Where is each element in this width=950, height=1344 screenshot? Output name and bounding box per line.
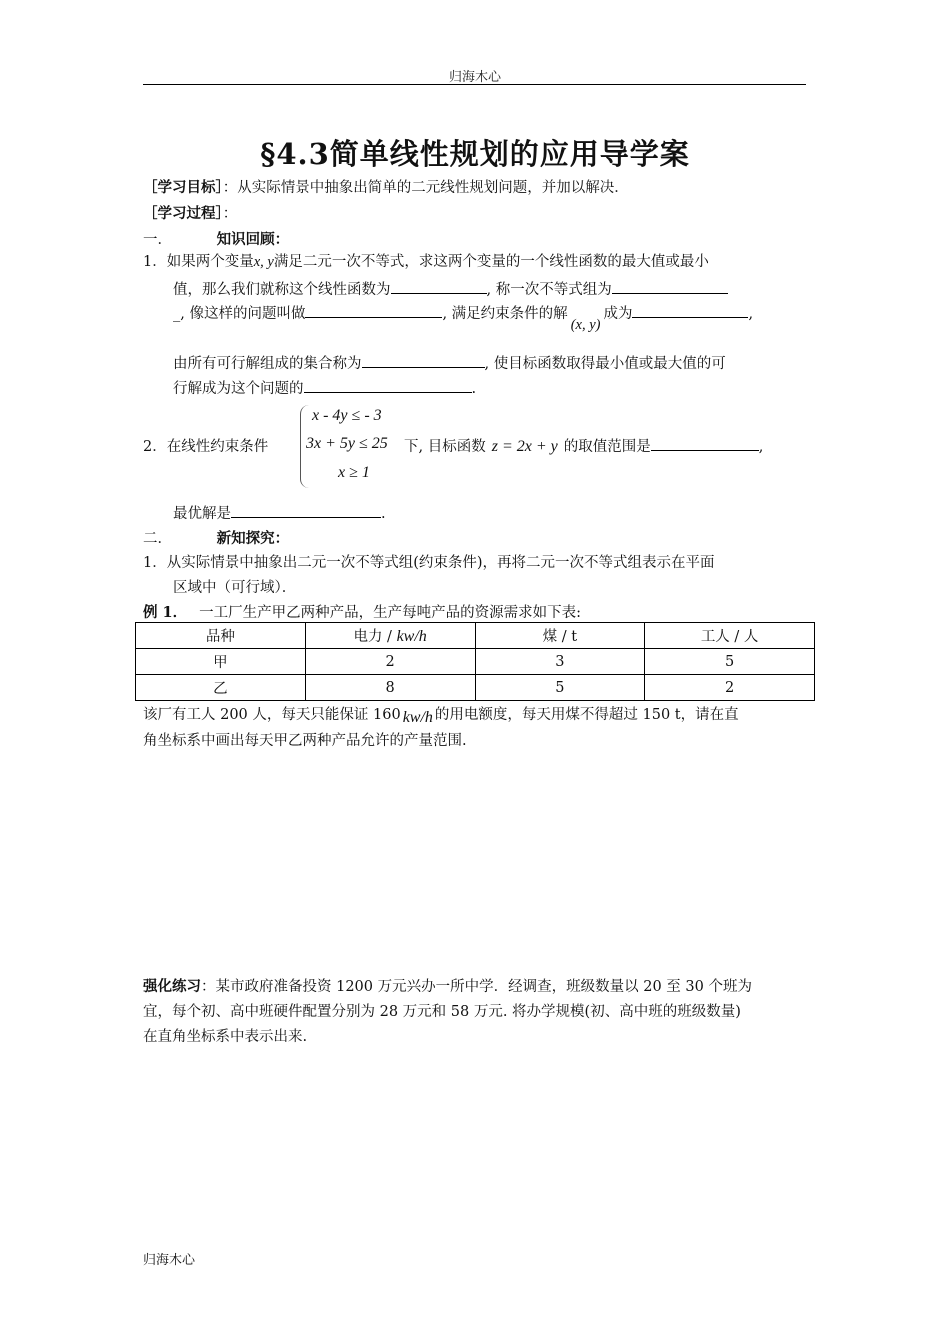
table-header-cell: 品种: [136, 623, 306, 649]
constraint-1: x - 4y ≤ - 3: [312, 407, 382, 424]
q2-objective: z = 2x + y: [491, 438, 558, 455]
section-1-title: 知识回顾：: [216, 231, 290, 248]
q1-blank-2[interactable]: [612, 280, 728, 294]
section-1-number: 一．: [143, 232, 172, 248]
table-cell: 2: [305, 649, 475, 675]
page-footer: 归海木心: [143, 1253, 196, 1268]
table-cell: 3: [475, 649, 645, 675]
q1-line-4: 由所有可行解组成的集合称为 , 使目标函数取得最小值或最大值的可: [173, 356, 726, 372]
q1-blank-5[interactable]: [362, 354, 485, 368]
table-cell: 5: [645, 649, 815, 675]
q1-line-3: _, 像这样的问题叫做 , 满足约束条件的解(x, y)成为 ,: [173, 306, 754, 333]
table-row: [136, 675, 815, 701]
q1-vars: x, y: [253, 254, 274, 270]
table-cell: 乙: [136, 675, 306, 701]
q1-xy: (x, y): [570, 317, 601, 333]
example-text: 一工厂生产甲乙两种产品，生产每吨产品的资源需求如下表:: [199, 605, 582, 621]
example-after-line-2: 角坐标系中画出每天甲乙两种产品允许的产量范围.: [143, 733, 467, 749]
constraint-2: 3x + 5y ≤ 25: [306, 435, 388, 452]
table-cell: 2: [645, 675, 815, 701]
power-unit-inline: kw/h: [402, 709, 433, 726]
example-after-line-1: 该厂有工人 200 人，每天只能保证 160 kw/h 的用电额度，每天用煤不得超过 150 t，请在直: [143, 707, 739, 726]
table-cell: 甲: [136, 649, 306, 675]
practice-line-3: 在直角坐标系中表示出来.: [143, 1029, 308, 1045]
goal-text: ：从实际情景中抽象出简单的二元线性规划问题，并加以解决．: [222, 180, 629, 196]
header-rule: [143, 84, 806, 85]
q1-line-5: 行解成为这个问题的 .: [173, 381, 477, 397]
q1-blank-4[interactable]: [632, 304, 748, 318]
power-unit: kw/h: [396, 628, 427, 645]
table-cell: 5: [475, 675, 645, 701]
section-2-heading: [143, 527, 289, 548]
section-2-title: 新知探究：: [216, 530, 290, 547]
q2-prefix: 2．在线性约束条件: [143, 439, 269, 455]
q1-blank-3[interactable]: [305, 304, 442, 318]
practice-label: 强化练习: [143, 978, 201, 995]
practice-line-1: 强化练习：某市政府准备投资 1200 万元兴办一所中学．经调查，班级数量以 20 至 30 个班为: [143, 978, 752, 995]
process-text: ：: [222, 206, 238, 222]
q1-blank-1[interactable]: [391, 280, 487, 294]
page-title: §4.3简单线性规划的应用导学案: [260, 137, 690, 171]
section-1-heading: [143, 228, 289, 249]
example-label: 例 1．: [143, 604, 188, 621]
practice-line-2: 宜，每个初、高中班硬件配置分别为 28 万元和 58 万元. 将办学规模(初、高中班的班级数量): [143, 1004, 741, 1020]
example-1: [143, 601, 581, 622]
page-header: 归海木心: [448, 70, 501, 85]
table-header-row: [136, 623, 815, 649]
q2-blank-best[interactable]: [231, 504, 381, 518]
q2-main: 下, 目标函数 z = 2x + y 的取值范围是 ,: [404, 438, 764, 455]
q2-best: 最优解是 .: [173, 506, 386, 522]
table-cell: 8: [305, 675, 475, 701]
q1-blank-6[interactable]: [304, 379, 472, 393]
resource-table: [135, 622, 815, 701]
table-row: [136, 649, 815, 675]
table-header-cell: 工人 / 人: [645, 623, 815, 649]
table-header-cell: 电力 / kw/h: [305, 623, 475, 649]
goal-label: ［学习目标］: [143, 179, 223, 196]
constraint-3: x ≥ 1: [338, 464, 370, 481]
p1-line-2: 区域中（可行域）．: [173, 580, 297, 596]
learning-process: [143, 202, 237, 223]
q2-blank-range[interactable]: [651, 437, 759, 451]
p1-line-1: 1．从实际情景中抽象出二元一次不等式组(约束条件)，再将二元一次不等式组表示在平面: [143, 555, 715, 571]
learning-goal: [143, 176, 629, 197]
section-2-number: 二．: [143, 531, 172, 547]
table-header-cell: 煤 / t: [475, 623, 645, 649]
process-label: ［学习过程］: [143, 205, 223, 222]
q1-line-1: 1．如果两个变量x, y满足二元一次不等式，求这两个变量的一个线性函数的最大值或最小: [143, 254, 709, 270]
q1-line-2: 值，那么我们就称这个线性函数为 , 称一次不等式组为: [173, 278, 728, 299]
